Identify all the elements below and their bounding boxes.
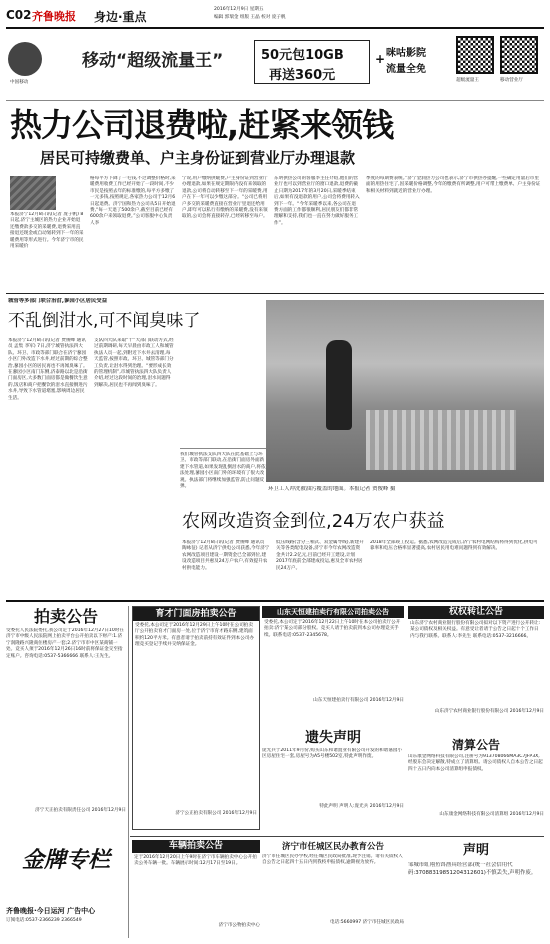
page-code: C02 bbox=[6, 8, 32, 22]
liquidation-notice bbox=[408, 736, 544, 836]
section-title: 身边·重点 bbox=[94, 10, 147, 24]
institution-notice bbox=[262, 840, 404, 940]
brand-label: 中国移动 bbox=[10, 80, 29, 85]
ad-side-2: 流量全免 bbox=[386, 64, 426, 75]
lead-col-2: 格每平方下降了一毛钱,不过调整价格时,采暖费用收费工作已经开始了一段时间,不少市民是按照去年的标准缴的,每平方多缴了一元多钱,按照规定,各家热力公司于12月6日起退费。济宁国和热力公司从5日开始退费,“每一天退了500余户,截至目前已经有600余户来领取退费。”公司客服中心负责人李 bbox=[90, 176, 176, 226]
statement-title: 声明 bbox=[462, 843, 489, 858]
auction-body: 受委托人民法院委托,我公司定于2016年12月27日10时在济宁市中级人民法院网上拍卖平台公开拍卖以下财产:1.济宁润隆路兴隆商住楼房产一套;2.济宁市市中区某商铺一处。竞买人须于2016年12月26日16时前将保证金交至指定账户。咨询电话:0537-5366666 联系人:王先生。 bbox=[6, 628, 124, 659]
institution-title: 济宁市任城区民办教育公告 bbox=[281, 842, 384, 852]
auction-title: 拍卖公告 bbox=[33, 607, 98, 626]
lead-col-5: 季度的每期费表统。”济宁金润热力公司也表示,济宁市供热办提醒,一些确定用量后市里面的用热住宅了,因采暖价格调整,今年的缴费有所调整,用户可带上缴费单、户主身份证和相关材料到就近的营业厅办理。 bbox=[366, 176, 541, 194]
story2-col-3: 我们城管执法支队四大队在此基础上与环卫、市政等部门联动,在沿街门面房外面新建下水管道,如果发现乱倒泔水的商户,将依法处理,蓼园小区南门外的环境有了很大改观。执法部门将继续加强监管,防止问题反弹。 bbox=[180, 452, 266, 490]
story2-kicker: 城管等多部门联合治泔,蓼园小区居民受益 bbox=[8, 298, 108, 304]
auction-notice bbox=[6, 606, 126, 834]
gold-brand-column bbox=[6, 840, 126, 940]
ad-headline: 移动“超级流量王” bbox=[82, 51, 224, 71]
plus-icon: + bbox=[375, 52, 386, 66]
paper-name: 齐鲁晚报 bbox=[32, 10, 76, 23]
equity-title: 山东天恒建拍卖行有限公司拍卖公告 bbox=[262, 606, 404, 618]
shop-auction-notice bbox=[132, 606, 260, 830]
ad-side-1: 咪咕影院 bbox=[386, 48, 426, 59]
lead-subhead: 居民可持缴费单、户主身份证到营业厅办理退款 bbox=[40, 149, 356, 167]
story2-photo bbox=[266, 300, 544, 482]
china-mobile-logo bbox=[8, 42, 42, 76]
story3-col-2: 低压线路(含分三相式、双金属导线),新建开关等各类配电设备,济宁市今年农网改造资金共计2.2亿元,目前已经开工建设,计划2017年底前全部建成投运,惠及全市农村居民24万户。 bbox=[276, 540, 364, 571]
date-line: 2016年12月9日 星期五 bbox=[214, 7, 264, 12]
vehicle-auction-notice bbox=[132, 840, 260, 940]
qr-code-icon[interactable] bbox=[500, 36, 538, 74]
liquidation-footer: 山东康金网络科技有限公司清算组 2016年12月9日 bbox=[439, 812, 544, 817]
qr-label-2: 移动营业厅 bbox=[500, 78, 523, 83]
equity-auction-notice bbox=[262, 606, 404, 714]
story2-col-1: 本报济宁12月8日讯(记者 贾俊峰 通讯员 孟集 李军) 7日,济宁城管执法四大队、环卫、市政等部门联合在济宁蓼园小区门外改造下水井,经过前期的综合整治,蓼园小区的居民再也不再闻臭味了。在蓼园小区南门东侧,济泰路以北是沿街门面房区,大多数门面房都是做餐饮生意的,饭店和商户把餐饮的泔水直接倒进污水井,导致下水管道堵塞,影响周边居民生活。 bbox=[8, 338, 88, 401]
statement-notice bbox=[408, 840, 544, 940]
loss-footer: 特此声明 声明人:庞光兵 2016年12月9日 bbox=[319, 804, 404, 809]
shop-auction-body: 受委托,本公司定于2016年12月29日上午10时在公司拍卖厅公开拍卖育才门面房一处,位于济宁市育才路东侧,建筑面积约120平方米。有意者请于拍卖前持有效证件到本公司办理竞买登记手续并交纳保证金。 bbox=[135, 623, 255, 648]
shop-auction-title: 育才门面房拍卖公告 bbox=[133, 607, 259, 621]
transfer-footer: 山东济宁农村商业银行股份有限公司 2016年12月9日 bbox=[434, 709, 544, 714]
loss-notice bbox=[262, 728, 404, 836]
story2-photo-caption: 环卫工人冲洗被油污覆盖的地面。本报记者 贾俊峰 摄 bbox=[268, 486, 396, 492]
story3-headline: 农网改造资金到位,24万农户获益 bbox=[182, 511, 445, 532]
transfer-title: 权权转让公告 bbox=[408, 606, 544, 619]
editors-line: 编辑 郭瑞金 组版 王晶 校对 庞子帆 bbox=[214, 15, 286, 20]
masthead bbox=[6, 6, 544, 26]
offer-line-1: 50元包10GB bbox=[261, 48, 344, 63]
story2-headline: 不乱倒泔水,可不闻臭味了 bbox=[8, 311, 201, 331]
loss-body: 庞光兵于2011年9月份,购买山东和谐置业有限公司开发的和谐嘉园小区房屋住宅一套,房屋号为A5号楼502室,特此声明作废。 bbox=[262, 748, 403, 760]
institution-footer: 电话:5660997 济宁市任城区民政局 bbox=[330, 920, 404, 925]
ad-banner bbox=[6, 32, 544, 98]
statement-body: 邹城市虹翔鱼饵渔具经营部(统一社会信用代码:37088319851204312601)不慎丢失,声明作废。 bbox=[408, 862, 537, 876]
transfer-body: 山东济宁农村商业银行股份有限公司拟对以下资产进行公开转让:某公司债权及相关权益。有意受让者请于公告之日起十个工作日内与我行联系。联系人:李先生 联系电话:0537-3216666。 bbox=[410, 621, 541, 639]
loss-title: 遗失声明 bbox=[305, 730, 361, 746]
lead-col-4: 东明供热公司的客服李主任介绍,他们的营业厅也可以到营业厅的窗口退款,退费的截止日期为2017年的3月20日,采暖季结束后,如果有没退款的用户,公司会将费用转入到下一年。“今年采暖季以来,各公司在退费方面的工作都很顺利,居民朋友们都非常理解和支持,我们也一直在努力做好服务工作”。 bbox=[274, 176, 360, 226]
offer-box bbox=[254, 40, 370, 84]
lead-col-1: 本报济宁12月8日讯(记者 庞子帆) 8日起,济宁主城区的热力企业开始退还缴费款多交的采暖费,退费采用直接退还现金或自动划转到下一年的采暖费用等形式进行。今年济宁市的民用采暖价 bbox=[10, 212, 84, 250]
qr-code-icon[interactable] bbox=[456, 36, 494, 74]
lead-col-3: 宁说,用户缴纳供暖费,户主身份证到营业厅办理退款,如果在规定期限内没有来领取的退款,公司将自动转移至下一年的采暖费,用户在下一年可以少缴这部分。“公司已将用户多交的采暖费直接在营业厅里退还给用户,即年可以私行有缴纳的采暖费,没有来领取的,公司会将直接转存,已经转移至每户。 bbox=[182, 176, 268, 220]
transfer-notice bbox=[408, 606, 544, 726]
liquidation-body: 山东康金网络科技有限公司,注册号为913708066MA3C7JFP3X,经股东会决定解散,特成立了清算组。请公司债权人自本公告之日起四十五日内向本公司清算组申报债权。 bbox=[408, 754, 543, 772]
reporter-photo bbox=[10, 176, 56, 210]
gold-brand-line-1: 齐鲁晚报·今日运河 广告中心 bbox=[6, 907, 96, 915]
story3-col-1: 本报济宁12月8日讯(记者 贾俊峰 通讯员 陶咏征) 记者从济宁供电公司获悉,今年济宁农网改造项目建设一期资金已全部到位,建设改造项目共惠及24万户农户,有效提升农村供电能力。 bbox=[182, 540, 270, 571]
institution-body: 济宁市任城区民办学校,经任城区民政局批准,现予注销。请有关债权人自公告之日起四十五日内到我校申报债权,逾期视为放弃。 bbox=[262, 854, 403, 866]
liquidation-title: 清算公告 bbox=[451, 738, 500, 752]
equity-body: 受委托,本公司定于2016年12月22日上午10时在本公司拍卖厅公开拍卖:济宁某公司部分股权。竞买人请于拍卖前到本公司办理竞买手续。联系电话:0537-2345678。 bbox=[264, 620, 401, 638]
qr-label-1: 超级流量王 bbox=[456, 78, 479, 83]
gold-brand-line-2: 订阅电话:0537-2366239 2366549 bbox=[6, 918, 82, 923]
equity-footer: 山东天恒建拍卖行有限公司 2016年12月9日 bbox=[313, 698, 404, 703]
offer-line-2: 再送360元 bbox=[269, 68, 336, 83]
gold-brand-title: 金牌专栏 bbox=[21, 847, 110, 873]
story3-col-3: 2018年全部竣工投运。据悉,农网改造完成后,济宁农村电网结构将得到优化,供电可靠率和电压合格率显著提高,农村居民用电难问题得到有效解决。 bbox=[370, 540, 538, 552]
vehicle-body: 定于2016年12月20日上午9时在济宁市车辆拍卖中心公开拍卖公务车辆一批。车辆展示时间:12月17日至19日。 bbox=[134, 855, 257, 867]
shop-auction-footer: 济宁公正拍卖有限公司 2016年12月9日 bbox=[175, 811, 257, 816]
auction-footer: 济宁天正拍卖有限责任公司 2016年12月9日 bbox=[35, 808, 126, 813]
vehicle-footer: 济宁市公物拍卖中心 bbox=[218, 923, 260, 928]
vehicle-title: 车辆拍卖公告 bbox=[132, 840, 260, 853]
lead-headline: 热力公司退费啦,赶紧来领钱 bbox=[10, 106, 394, 144]
story2-col-2: 支队四大队来取“十”大部门联动方式,经过前期调研,每天早晨由市政工人和城管执法人员一起,到附近下水井去清理,每天监管,按照市政、环卫、城管等部门分工负责,让泔水得到治理。“要形成长效的管理机制”,市城管执法四大队负责人介绍,经过这段时间的治理,泔水问题得到解决,居民也不再闻到臭味了。 bbox=[94, 338, 174, 388]
